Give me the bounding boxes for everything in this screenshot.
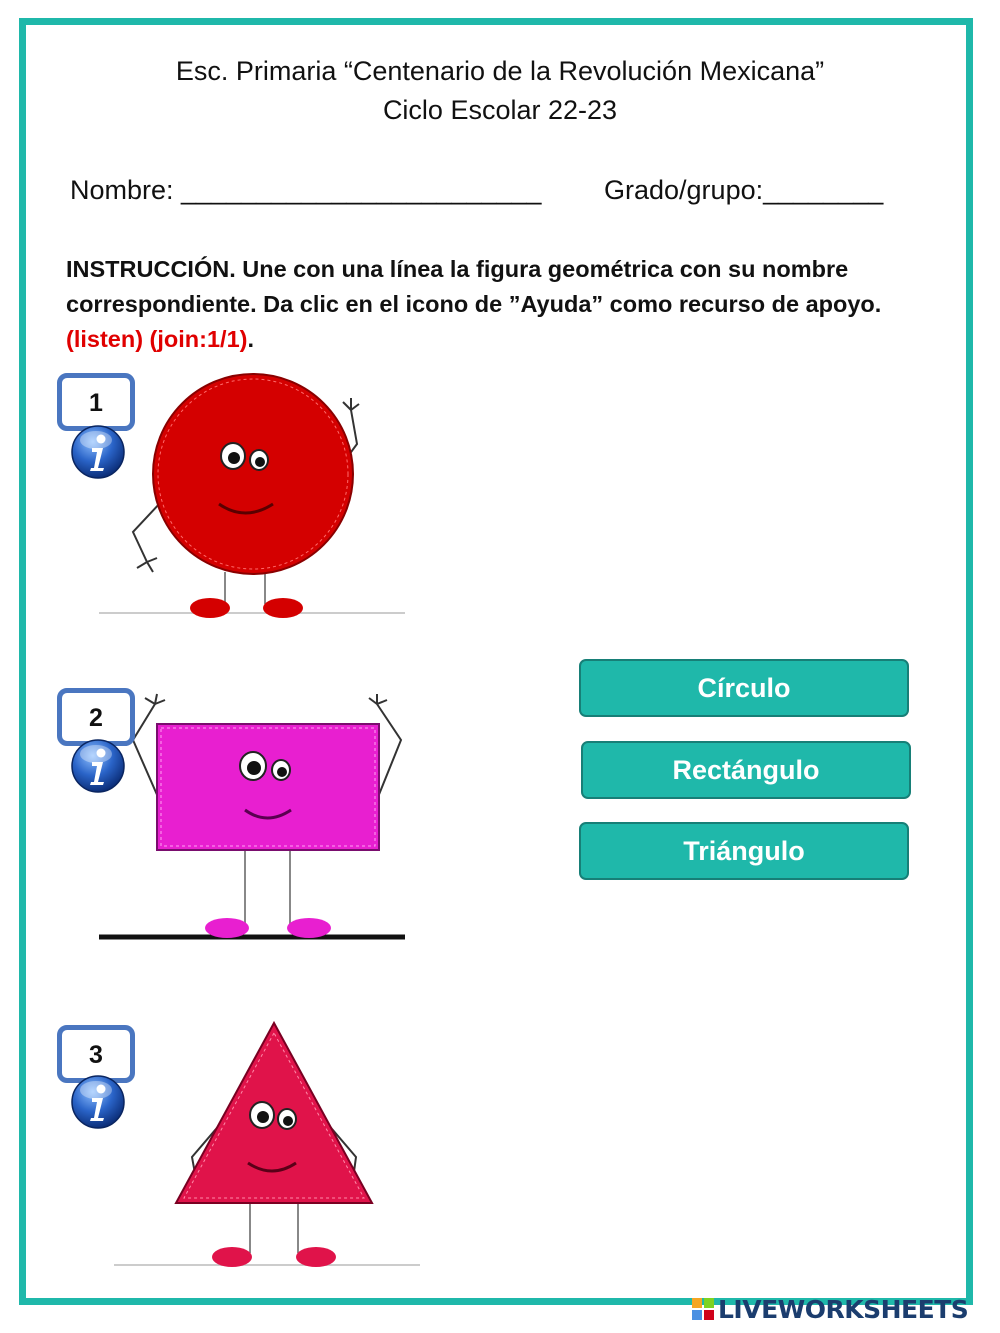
logo-squares-icon <box>692 1298 714 1320</box>
answer-rectangulo-button[interactable]: Rectángulo <box>581 741 911 799</box>
triangle-figure <box>110 1015 430 1273</box>
info-icon[interactable] <box>70 424 126 480</box>
liveworksheets-logo <box>692 1294 968 1324</box>
item-3-number: 3 <box>57 1025 135 1083</box>
rectangle-figure <box>95 692 415 944</box>
instruction-body: INSTRUCCIÓN. Une con una línea la figura geométrica con su nombre correspondiente. Da clic en el icono de ”Ayuda” como recurso de apoyo. <box>66 256 882 317</box>
info-icon[interactable] <box>70 1074 126 1130</box>
logo-text: LIVEWORKSHEETS <box>718 1294 969 1324</box>
answer-circulo-button[interactable]: Círculo <box>579 659 909 717</box>
grade-field-label: Grado/grupo:________ <box>604 175 884 205</box>
answer-triangulo-button[interactable]: Triángulo <box>579 822 909 880</box>
instruction-text <box>66 252 946 357</box>
school-cycle: Ciclo Escolar 22-23 <box>382 95 618 125</box>
instruction-end: . <box>247 326 255 352</box>
instruction-tags: (listen) (join:1/1) <box>66 326 248 352</box>
school-name: Esc. Primaria “Centenario de la Revolución Mexicana” <box>175 56 825 86</box>
item-1-number: 1 <box>57 373 135 431</box>
item-2-number: 2 <box>57 688 135 746</box>
info-icon[interactable] <box>70 738 126 794</box>
name-field-label: Nombre: ________________________ <box>70 175 542 205</box>
circle-figure <box>95 372 415 620</box>
